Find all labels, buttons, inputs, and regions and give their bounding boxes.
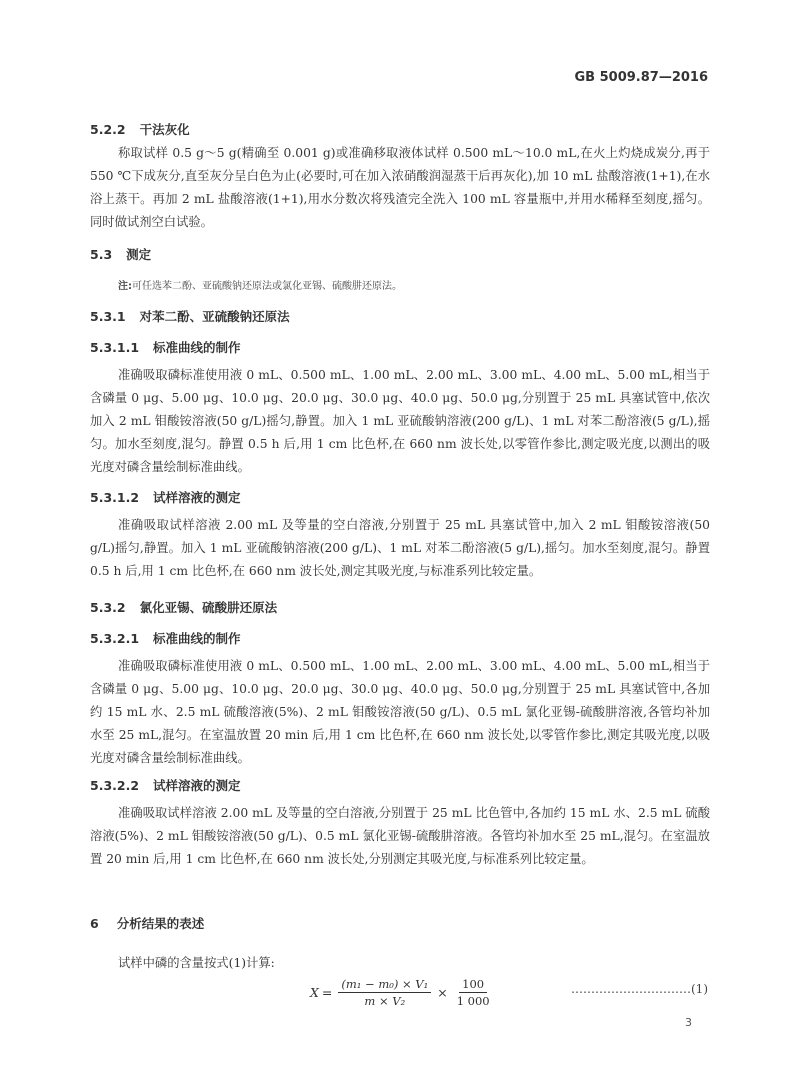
equation-1 (310, 972, 496, 1012)
section-5-3-2-2-body: 准确吸取试样溶液 2.00 mL 及等量的空白溶液,分别置于 25 mL 比色管中,各加约 15 mL 水、2.5 mL 硫酸溶液(5%)、2 mL 钼酸铵溶液(50 g/L)、0.5 mL 氯化亚锡-硫酸肼溶液。各管均补加水至 25 mL,混匀。在室温放置 20 min 后,用 1 cm 比色杯,在 660 nm 波长处,分别测定其吸光度,与标准系列比较定量。 (90, 806, 710, 866)
section-5-3-1-heading (90, 307, 290, 325)
section-number: 5.3.1.2 (90, 490, 140, 505)
times-sign: × (437, 984, 448, 1000)
standard-number: GB 5009.87—2016 (574, 70, 708, 85)
section-6-heading (90, 914, 204, 932)
note-text: 可任选苯二酚、亚硫酸钠还原法或氯化亚锡、硫酸肼还原法。 (132, 281, 402, 292)
fraction-2 (454, 977, 493, 1008)
section-5-3-1-2-heading (90, 488, 241, 506)
section-title: 标准曲线的制作 (153, 631, 241, 646)
section-title: 分析结果的表述 (116, 916, 205, 931)
section-5-2-2-body: 称取试样 0.5 g～5 g(精确至 0.001 g)或准确移取液体试样 0.500 mL～10.0 mL,在火上灼烧成炭分,再于 550 ℃下成灰分,直至灰分呈白色为止(必要时,可在加入浓硝酸润湿蒸干后再灰化),加 10 mL 盐酸溶液(1+1),在水浴上蒸干。再加 2 mL 盐酸溶液(1+1),用水分数次将残渣完全洗入 100 mL 容量瓶中,并用水稀释至刻度,摇匀。同时做试剂空白试验。 (90, 146, 710, 229)
section-title: 干法灰化 (139, 122, 190, 137)
section-number: 5.3.2 (90, 600, 126, 615)
section-5-2-2-heading (90, 120, 190, 138)
section-5-3-1-2-body: 准确吸取试样溶液 2.00 mL 及等量的空白溶液,分别置于 25 mL 具塞试管中,加入 2 mL 钼酸铵溶液(50 g/L)摇匀,静置。加入 1 mL 亚硫酸钠溶液(200 g/L)、1 mL 对苯二酚溶液(5 g/L),摇匀。加水至刻度,混匀。静置 0.5 h 后,用 1 cm 比色杯,在 660 nm 波长处,测定其吸光度,与标准系列比较定量。 (90, 518, 710, 578)
section-5-3-2-heading (90, 598, 277, 616)
section-number: 5.2.2 (90, 122, 126, 137)
section-number: 5.3.2.1 (90, 631, 140, 646)
section-number: 5.3.1.1 (90, 340, 140, 355)
equals-sign: = (321, 984, 333, 1000)
section-title: 测定 (126, 247, 152, 262)
formula-intro: 试样中磷的含量按式(1)计算: (118, 956, 275, 970)
note-label: 注: (118, 281, 132, 292)
section-5-3-1-1-heading (90, 338, 241, 356)
fraction-1-denominator: m × V₂ (364, 993, 406, 1008)
note (118, 277, 708, 292)
section-5-3-heading (90, 245, 151, 263)
section-number: 5.3 (90, 247, 113, 262)
section-title: 试样溶液的测定 (153, 778, 241, 793)
section-5-3-2-1-heading (90, 629, 241, 647)
section-5-3-2-2-heading (90, 776, 241, 794)
equation-number: …………………………(1) (571, 982, 708, 996)
section-title: 标准曲线的制作 (153, 340, 241, 355)
fraction-2-numerator: 100 (459, 977, 487, 993)
section-title: 试样溶液的测定 (153, 490, 241, 505)
section-number: 6 (90, 916, 99, 931)
page-number: 3 (685, 1016, 692, 1029)
section-title: 氯化亚锡、硫酸肼还原法 (139, 600, 278, 615)
section-5-3-2-1-body: 准确吸取磷标准使用液 0 mL、0.500 mL、1.00 mL、2.00 mL、3.00 mL、4.00 mL、5.00 mL,相当于含磷量 0 μg、5.00 μg、10.0 μg、20.0 μg、30.0 μg、40.0 μg、50.0 μg,分别置于 25 mL 具塞试管中,各加约 15 mL 水、2.5 mL 硫酸溶液(5%)、2 mL 钼酸铵溶液(50 g/L)、0.5 mL 氯化亚锡-硫酸肼溶液,各管均补加水至 25 mL,混匀。在室温放置 20 min 后,用 1 cm 比色杯,在 660 nm 波长处,以零管作参比,测定其吸光度,以吸光度对磷含量绘制标准曲线。 (90, 659, 710, 765)
fraction-2-denominator: 1 000 (456, 993, 490, 1008)
fraction-1 (338, 977, 431, 1008)
section-title: 对苯二酚、亚硫酸钠还原法 (139, 309, 290, 324)
section-number: 5.3.1 (90, 309, 126, 324)
section-5-3-1-1-body: 准确吸取磷标准使用液 0 mL、0.500 mL、1.00 mL、2.00 mL、3.00 mL、4.00 mL、5.00 mL,相当于含磷量 0 μg、5.00 μg、10.0 μg、20.0 μg、30.0 μg、40.0 μg、50.0 μg,分别置于 25 mL 具塞试管中,依次加入 2 mL 钼酸铵溶液(50 g/L)摇匀,静置。加入 1 mL 亚硫酸钠溶液(200 g/L)、1 mL 对苯二酚溶液(5 g/L),摇匀。加水至刻度,混匀。静置 0.5 h 后,用 1 cm 比色杯,在 660 nm 波长处,以零管作参比,测定吸光度,以测出的吸光度对磷含量绘制标准曲线。 (90, 368, 710, 474)
fraction-1-numerator: (m₁ − m₀) × V₁ (338, 977, 431, 993)
formula-lhs: X (310, 984, 319, 1000)
section-number: 5.3.2.2 (90, 778, 140, 793)
